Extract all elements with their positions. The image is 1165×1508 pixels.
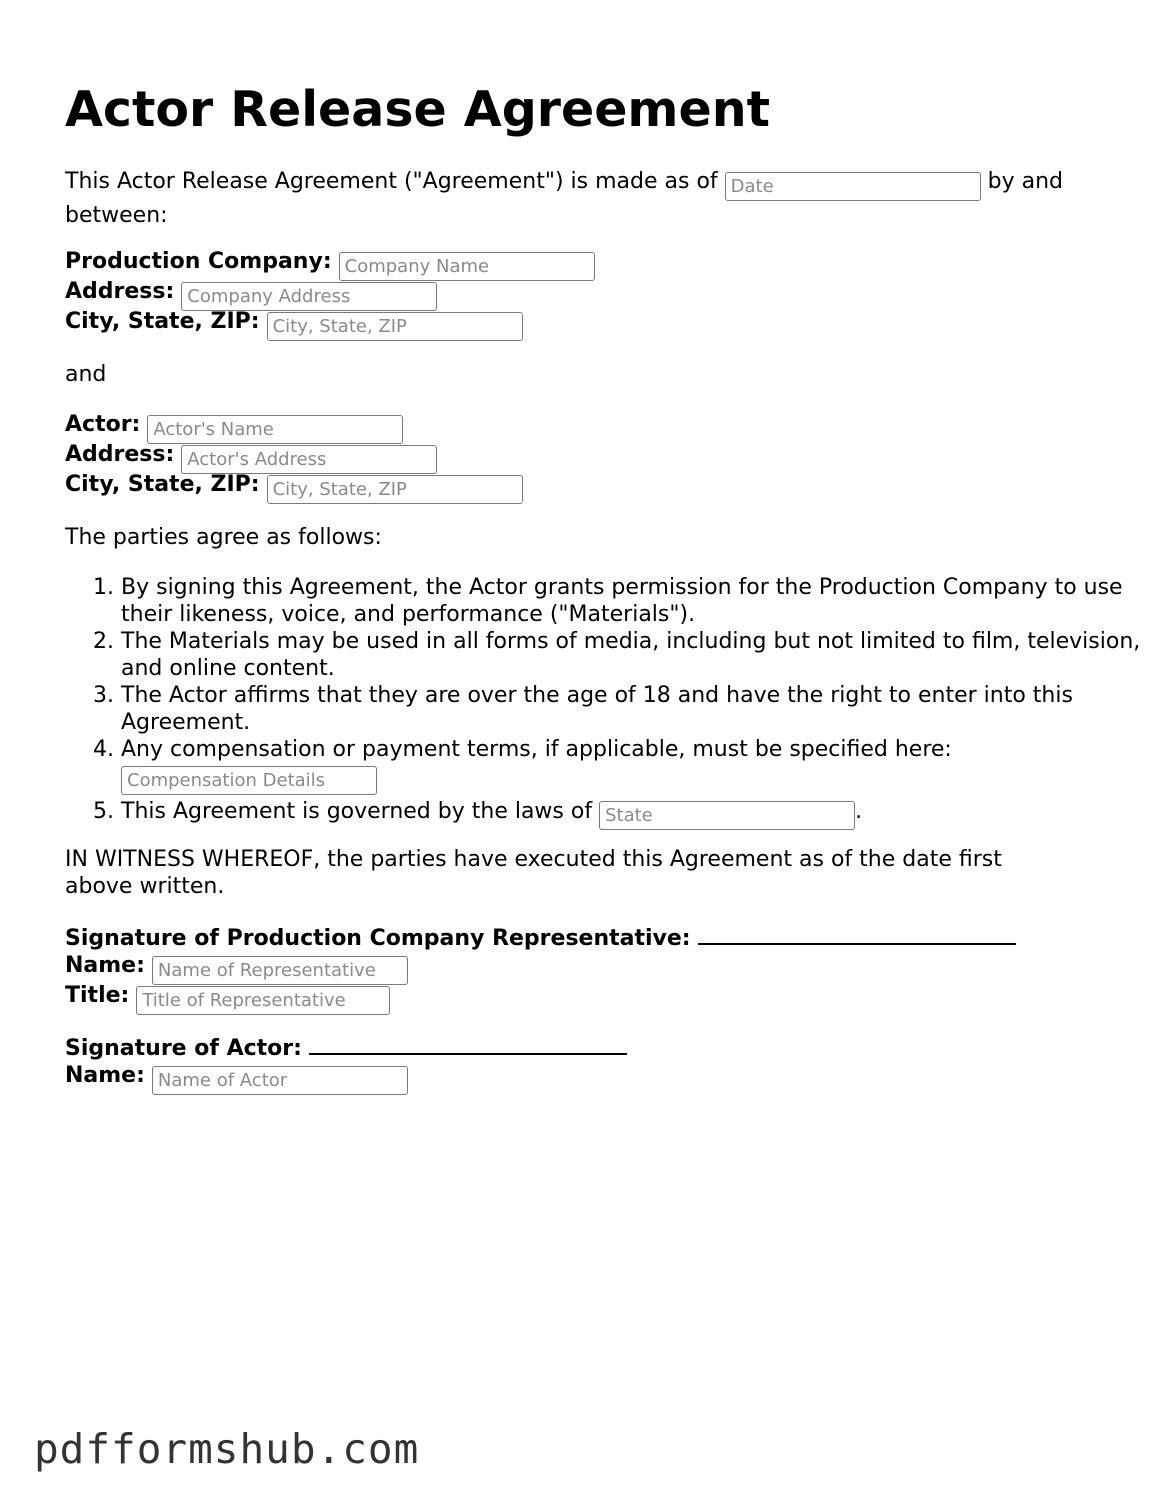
witness-paragraph: IN WITNESS WHEREOF, the parties have executed this Agreement as of the date first above written.: [65, 847, 1002, 899]
company-csz-label: City, State, ZIP:: [65, 309, 260, 334]
intro-text-after: by and between:: [65, 169, 1064, 228]
actor-signature-row: [65, 1033, 627, 1061]
actor-info: [65, 410, 523, 500]
company-name-row: [65, 247, 595, 277]
intro-text-before: This Actor Release Agreement ("Agreement") is made as of: [65, 169, 725, 194]
actor-address-row: [65, 440, 523, 470]
intro-paragraph: [65, 167, 1095, 231]
company-csz-field[interactable]: [267, 312, 523, 341]
term-3: 3. The Actor affirms that they are over the age of 18 and have the right to enter into this Agreement.: [121, 682, 1141, 736]
actor-name-label: Actor:: [65, 412, 141, 437]
term-2: 2. The Materials may be used in all forms of media, including but not limited to film, television, and online content.: [121, 628, 1141, 682]
rep-name-row: [65, 951, 1016, 981]
term-1: 1. By signing this Agreement, the Actor grants permission for the Production Company to use their likeness, voice, and performance ("Materials").: [121, 574, 1141, 628]
company-info: [65, 247, 595, 337]
actor-sig-name-field[interactable]: [152, 1066, 408, 1095]
and-text: and: [65, 362, 107, 387]
company-address-row: [65, 277, 595, 307]
company-name-label: Production Company:: [65, 249, 332, 274]
compensation-details-field[interactable]: [121, 766, 377, 795]
company-signature-label: Signature of Production Company Representative:: [65, 926, 691, 951]
agreement-date-field[interactable]: [725, 172, 981, 201]
rep-name-label: Name:: [65, 953, 145, 978]
actor-sig-name-row: [65, 1061, 627, 1091]
term-4-text: Any compensation or payment terms, if applicable, must be specified here:: [121, 737, 952, 762]
actor-csz-row: [65, 470, 523, 500]
actor-address-label: Address:: [65, 442, 175, 467]
rep-title-label: Title:: [65, 983, 130, 1008]
company-signature-block: [65, 923, 1016, 1011]
rep-title-row: [65, 981, 1016, 1011]
governing-state-field[interactable]: [599, 801, 855, 830]
actor-signature-label: Signature of Actor:: [65, 1036, 302, 1061]
actor-csz-label: City, State, ZIP:: [65, 472, 260, 497]
company-signature-line[interactable]: [698, 923, 1016, 945]
actor-sig-name-label: Name:: [65, 1063, 145, 1088]
company-csz-row: [65, 307, 595, 337]
term-4: [121, 736, 1141, 795]
page-title: Actor Release Agreement: [65, 81, 771, 138]
actor-signature-line[interactable]: [309, 1033, 627, 1055]
actor-csz-field[interactable]: [267, 475, 523, 504]
agree-text: The parties agree as follows:: [65, 525, 382, 550]
term-5-text: This Agreement is governed by the laws of: [121, 799, 600, 824]
term-5: [121, 798, 1141, 830]
terms-list: [65, 574, 1141, 830]
term-5-period: .: [855, 799, 863, 824]
watermark: pdfformshub.com: [34, 1425, 420, 1473]
company-address-label: Address:: [65, 279, 175, 304]
actor-signature-block: [65, 1033, 627, 1091]
company-signature-row: [65, 923, 1016, 951]
rep-title-field[interactable]: [136, 986, 390, 1015]
actor-name-row: [65, 410, 523, 440]
